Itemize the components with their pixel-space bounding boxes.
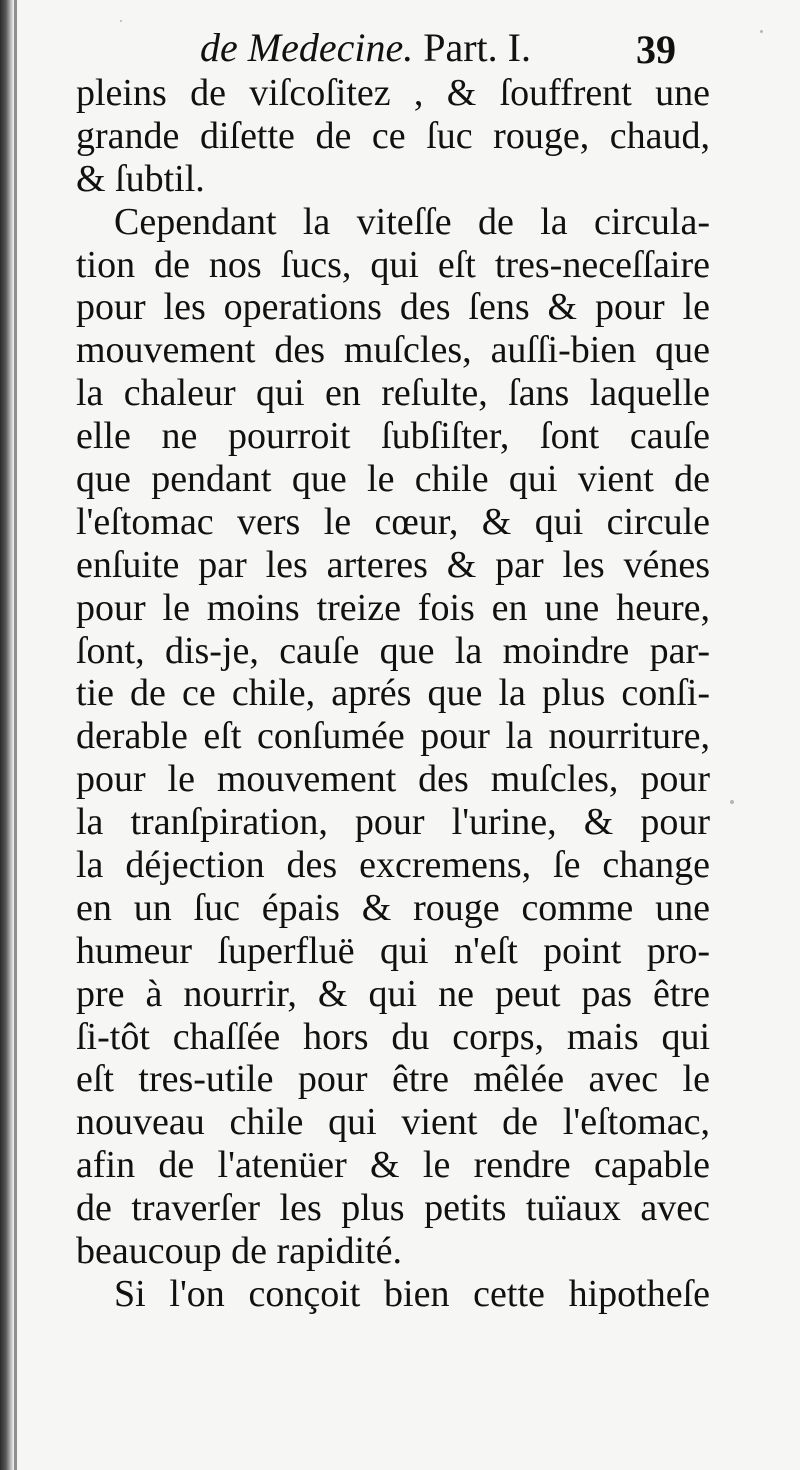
text-line: & ſubtil. — [76, 157, 205, 200]
running-header — [0, 14, 800, 74]
book-gutter-shadow — [0, 0, 14, 1470]
paper-speck — [760, 30, 763, 33]
text-line: grande diſette de ce ſuc rouge, chaud, — [76, 114, 710, 157]
text-line: derable eſt conſumée pour la nourriture, — [76, 715, 710, 758]
text-line: pre à nourrir, & qui ne peut pas être — [76, 972, 710, 1015]
text-line: en un ſuc épais & rouge comme une — [76, 886, 710, 929]
text-line: enſuite par les arteres & par les vénes — [76, 543, 710, 586]
text-line: que pendant que le chile qui vient de — [76, 458, 710, 501]
text-line: nouveau chile qui vient de l'eſtomac, — [76, 1101, 710, 1144]
text-line: de traverſer les plus petits tuïaux avec — [76, 1187, 710, 1230]
text-line: beaucoup de rapidité. — [76, 1230, 403, 1273]
text-line: afin de l'atenüer & le rendre capable — [76, 1144, 710, 1187]
text-line: elle ne pourroit ſubſiſter, ſont cauſe — [76, 415, 710, 458]
paper-speck — [730, 800, 734, 804]
text-line: Si l'on conçoit bien cette hipotheſe — [114, 1272, 710, 1315]
text-line: pleins de viſcoſitez , & ſouffrent une — [76, 72, 710, 114]
text-line: ſi-tôt chaſſée hors du corps, mais qui — [76, 1015, 710, 1058]
running-title-text: de Medecine. — [200, 25, 414, 70]
part-label: Part. I. — [423, 25, 531, 70]
paper-speck — [120, 20, 122, 22]
text-line: pour le moins treize fois en une heure, — [76, 586, 710, 629]
text-line: pour le mouvement des muſcles, pour — [76, 758, 710, 801]
text-line: Cependant la viteſſe de la circula- — [114, 200, 710, 243]
text-line: la déjection des excremens, ſe change — [76, 844, 710, 887]
body-text — [76, 72, 710, 1316]
text-line: mouvement des muſcles, auſſi-bien que — [76, 329, 710, 372]
text-line: pour les operations des ſens & pour le — [76, 286, 710, 329]
text-line: humeur ſuperfluë qui n'eſt point pro- — [76, 929, 710, 972]
text-line: la tranſpiration, pour l'urine, & pour — [76, 801, 710, 844]
text-line: tion de nos ſucs, qui eſt tres-neceſſaire — [76, 243, 710, 286]
text-line: eſt tres-utile pour être mêlée avec le — [76, 1058, 710, 1101]
page-number: 39 — [636, 27, 676, 72]
book-gutter-edge — [14, 0, 17, 1470]
text-line: la chaleur qui en reſulte, ſans laquelle — [76, 372, 710, 415]
text-line: l'eſtomac vers le cœur, & qui circule — [76, 500, 710, 543]
text-line: tie de ce chile, aprés que la plus conſi- — [76, 672, 710, 715]
running-title — [200, 24, 531, 72]
text-line: ſont, dis-je, cauſe que la moindre par- — [76, 629, 710, 672]
